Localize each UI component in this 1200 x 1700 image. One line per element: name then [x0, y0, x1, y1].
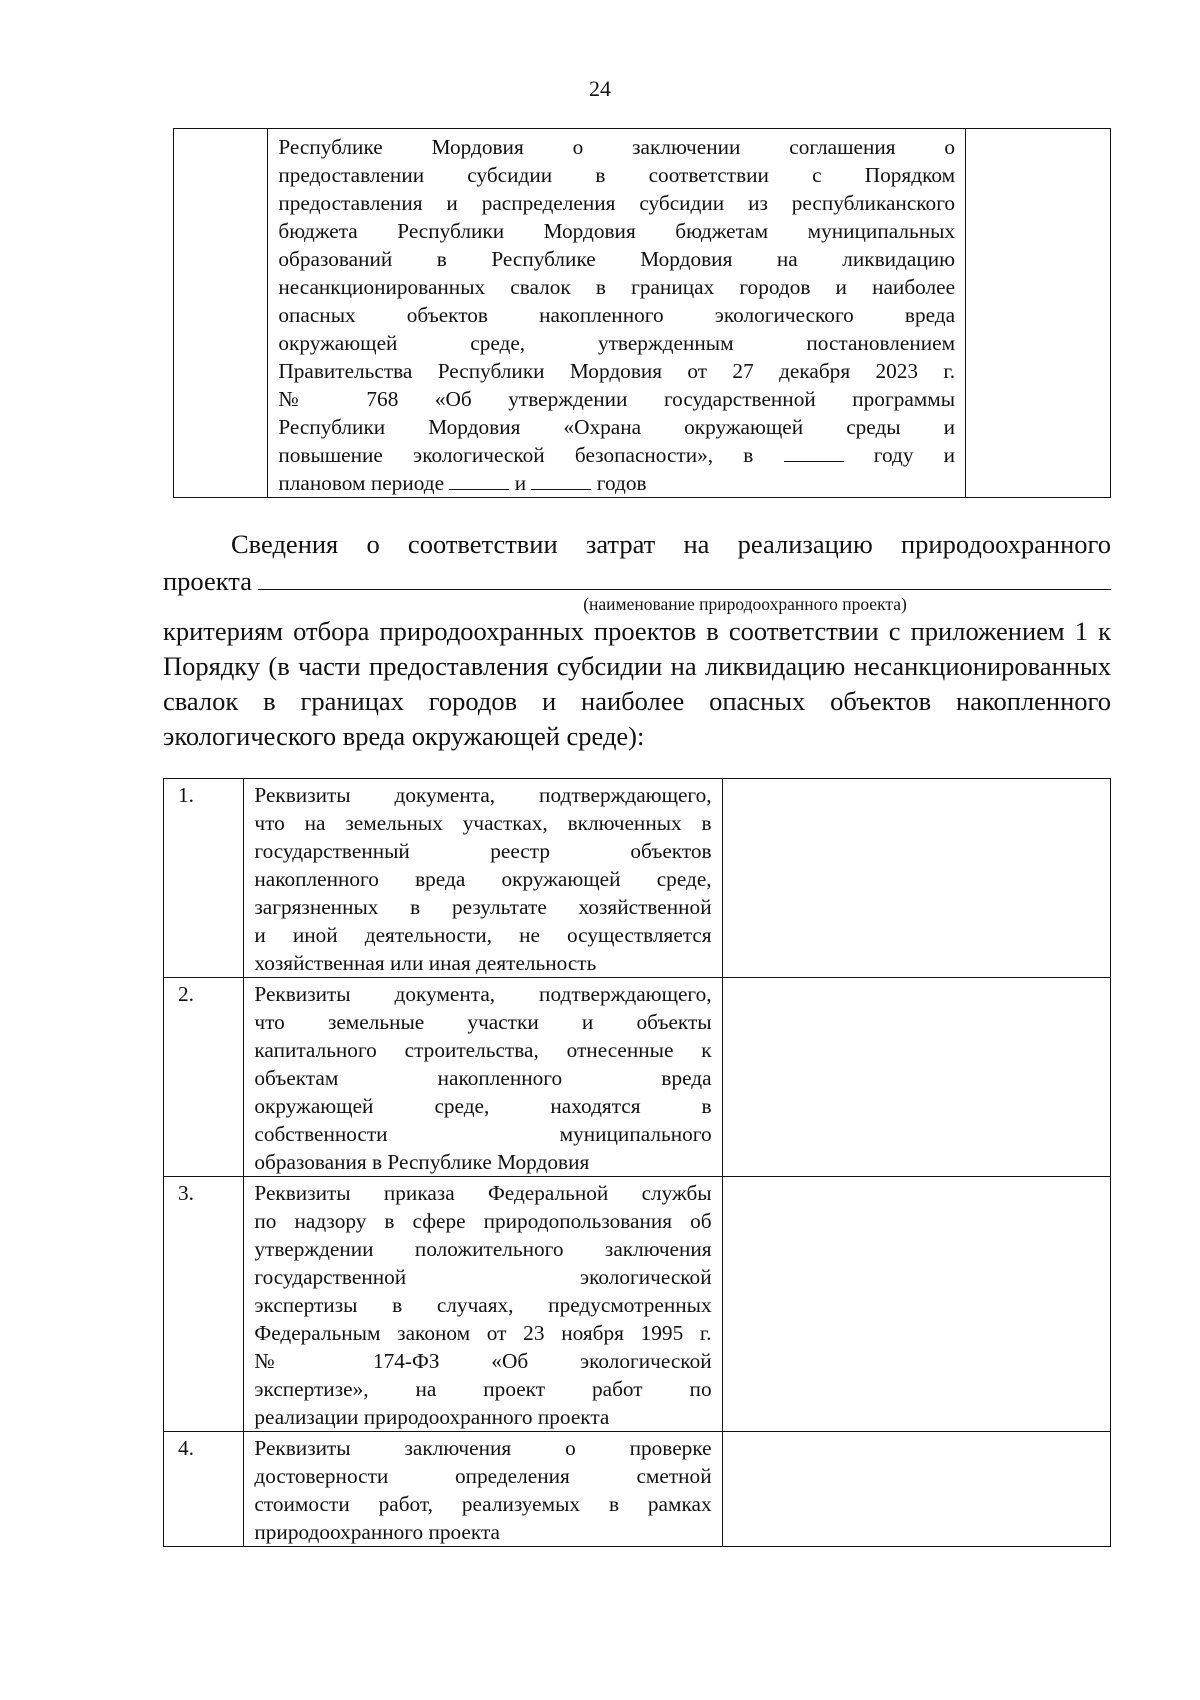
year-blank[interactable] — [784, 441, 844, 462]
project-name-field[interactable] — [258, 563, 1111, 590]
top-table-line: несанкционированных свалок в границах городов и наиболее — [278, 275, 956, 299]
intro-continuation: критериям отбора природоохранных проектов в соответствии с приложением 1 к Порядку (в части предоставления субсидии на ликвидацию несанкционированных свалок в границах городов и наиболее опасных объектов накопленного экологического вреда окружающей среде): — [163, 616, 1111, 751]
criteria-number: 2. — [164, 978, 244, 1177]
criteria-description — [244, 1177, 722, 1432]
top-table-line: предоставления и распределения субсидии из республиканского — [278, 191, 956, 215]
criteria-line: что земельные участки и объекты — [254, 1010, 712, 1034]
criteria-value-field[interactable] — [722, 978, 1110, 1177]
top-table-line: Республике Мордовия о заключении соглашения о — [278, 135, 956, 159]
criteria-description — [244, 1432, 722, 1547]
criteria-row — [164, 1432, 1111, 1547]
top-table-value-cell — [966, 129, 1111, 498]
criteria-line: достоверности определения сметной — [254, 1464, 712, 1488]
criteria-line: государственный реестр объектов — [254, 839, 712, 863]
top-table-line: предоставлении субсидии в соответствии с Порядком — [278, 163, 956, 187]
top-table-line: бюджета Республики Мордовия бюджетам муниципальных — [278, 219, 956, 243]
criteria-line: образования в Республике Мордовия — [254, 1150, 590, 1174]
criteria-line: стоимости работ, реализуемых в рамках — [254, 1492, 712, 1516]
criteria-line: Реквизиты документа, подтверждающего, — [254, 982, 712, 1006]
top-table — [173, 128, 1111, 498]
top-table-line: Правительства Республики Мордовия от 27 декабря 2023 г. — [278, 359, 956, 383]
top-table-line-13-and: и — [514, 471, 527, 495]
criteria-line: объектам накопленного вреда — [254, 1066, 712, 1090]
criteria-row — [164, 1177, 1111, 1432]
top-table-line-13 — [278, 469, 955, 497]
criteria-line: что на земельных участках, включенных в — [254, 811, 712, 835]
top-table-line: образований в Республике Мордовия на ликвидацию — [278, 247, 956, 271]
top-table-line-12 — [278, 441, 955, 469]
criteria-line: по надзору в сфере природопользования об — [254, 1209, 712, 1233]
project-caption: (наименование природоохранного проекта) — [583, 594, 907, 614]
criteria-value-field[interactable] — [722, 1177, 1110, 1432]
top-table-lines — [278, 133, 955, 441]
intro-first-line-text: Сведения о соответствии затрат на реализацию природоохранного — [231, 529, 1111, 559]
page-number: 24 — [589, 76, 611, 101]
criteria-line: Реквизиты заключения о проверке — [254, 1436, 712, 1460]
top-table-text — [278, 133, 955, 497]
top-table-line: № 768 «Об утверждении государственной программы — [278, 387, 956, 411]
criteria-line: № 174-ФЗ «Об экологической — [254, 1349, 712, 1373]
criteria-value-field[interactable] — [722, 779, 1110, 978]
criteria-line: Федеральным законом от 23 ноября 1995 г. — [254, 1321, 712, 1345]
plan-year-2-blank[interactable] — [531, 469, 591, 490]
criteria-line: утверждении положительного заключения — [254, 1237, 712, 1261]
criteria-line: природоохранного проекта — [254, 1520, 500, 1544]
criteria-line: экспертизы в случаях, предусмотренных — [254, 1293, 712, 1317]
criteria-row — [164, 779, 1111, 978]
top-table-line-13-text: плановом периоде — [278, 471, 445, 495]
top-table-line: опасных объектов накопленного экологического вреда — [278, 303, 956, 327]
criteria-row — [164, 978, 1111, 1177]
top-table-line-13-end: годов — [596, 471, 647, 495]
top-table-line: Республики Мордовия «Охрана окружающей среды и — [278, 415, 956, 439]
criteria-line: Реквизиты приказа Федеральной службы — [254, 1181, 712, 1205]
intro-first-line — [163, 527, 1111, 562]
criteria-line: окружающей среде, находятся в — [254, 1094, 712, 1118]
criteria-line: капитального строительства, отнесенные к — [254, 1038, 712, 1062]
criteria-description — [244, 978, 722, 1177]
criteria-line: хозяйственная или иная деятельность — [254, 951, 597, 975]
criteria-line: накопленного вреда окружающей среде, — [254, 867, 712, 891]
criteria-line: и иной деятельности, не осуществляется — [254, 923, 712, 947]
plan-year-1-blank[interactable] — [449, 469, 509, 490]
top-table-text-cell — [268, 129, 966, 498]
criteria-description — [244, 779, 722, 978]
criteria-number: 1. — [164, 779, 244, 978]
criteria-line: реализации природоохранного проекта — [254, 1405, 610, 1429]
criteria-line: государственной экологической — [254, 1265, 712, 1289]
criteria-value-field[interactable] — [722, 1432, 1110, 1547]
top-table-line: окружающей среде, утвержденным постановлением — [278, 331, 956, 355]
criteria-line: Реквизиты документа, подтверждающего, — [254, 783, 712, 807]
criteria-number: 4. — [164, 1432, 244, 1547]
criteria-line: загрязненных в результате хозяйственной — [254, 895, 712, 919]
top-table-number-cell — [174, 129, 268, 498]
criteria-line: собственности муниципального — [254, 1122, 712, 1146]
top-table-line-12-text: повышение экологической безопасности», в — [278, 443, 754, 467]
criteria-table — [163, 778, 1111, 1547]
top-table-line-12-end: году и — [873, 443, 956, 467]
criteria-number: 3. — [164, 1177, 244, 1432]
criteria-line: экспертизе», на проект работ по — [254, 1377, 712, 1401]
project-label: проекта — [163, 566, 252, 596]
